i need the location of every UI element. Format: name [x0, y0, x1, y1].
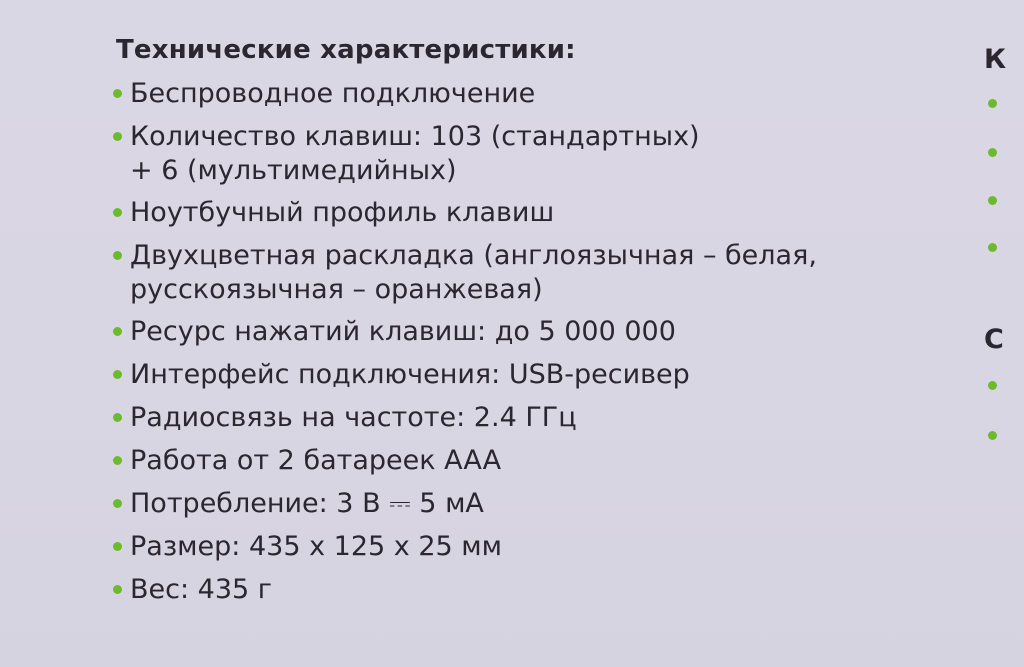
bullet-icon: [113, 132, 122, 141]
spec-item-weight: [110, 568, 970, 611]
spec-item-key-profile: [110, 191, 970, 234]
spec-item-text: Ноутбучный профиль клавиш: [130, 197, 555, 228]
spec-item-text: Вес: 435 г: [130, 574, 272, 605]
bullet-icon: [113, 89, 122, 98]
spec-item-text-continued: русскоязычная – оранжевая): [130, 274, 543, 305]
spec-item-text: Интерфейс подключения: USB-ресивер: [130, 359, 690, 390]
right-heading-2: С: [984, 324, 1004, 355]
specifications-title: Технические характеристики:: [116, 35, 576, 65]
bullet-icon: [988, 431, 997, 440]
bullet-icon: [988, 196, 997, 205]
bullet-icon: [113, 251, 122, 260]
right-column-fragment: [984, 0, 1024, 667]
spec-item-text: Размер: 435 x 125 x 25 мм: [130, 531, 503, 562]
right-heading-1: К: [984, 44, 1007, 75]
spec-item-text: Беспроводное подключение: [130, 78, 536, 109]
spec-item-batteries: [110, 439, 970, 482]
bullet-icon: [113, 542, 122, 551]
bullet-icon: [988, 243, 997, 252]
spec-item-frequency: [110, 396, 970, 439]
spec-item-text: Двухцветная раскладка (англоязычная – белая,: [130, 240, 817, 271]
spec-item-interface: [110, 353, 970, 396]
spec-item-consumption: [110, 482, 970, 525]
spec-item-layout: [110, 234, 970, 308]
bullet-icon: [113, 327, 122, 336]
spec-item-key-count: [110, 115, 970, 189]
specifications-block: [110, 30, 970, 611]
spec-item-text: Количество клавиш: 103 (стандартных): [130, 121, 700, 152]
spec-item-key-lifetime: [110, 310, 970, 353]
spec-item-text: Работа от 2 батареек AAA: [130, 445, 502, 476]
bullet-icon: [113, 413, 122, 422]
spec-item-text: Потребление: 3 В ⎓ 5 мА: [130, 488, 484, 519]
spec-item-text: Радиосвязь на частоте: 2.4 ГГц: [130, 402, 577, 433]
specifications-list: [110, 72, 970, 611]
bullet-icon: [988, 99, 997, 108]
bullet-icon: [988, 148, 997, 157]
bullet-icon: [113, 499, 122, 508]
spec-item-size: [110, 525, 970, 568]
spec-item-text: Ресурс нажатий клавиш: до 5 000 000: [130, 316, 676, 347]
bullet-icon: [113, 208, 122, 217]
bullet-icon: [988, 381, 997, 390]
bullet-icon: [113, 370, 122, 379]
spec-item-text-continued: + 6 (мультимедийных): [130, 155, 457, 186]
bullet-icon: [113, 456, 122, 465]
spec-item-wireless: [110, 72, 970, 115]
bullet-icon: [113, 585, 122, 594]
